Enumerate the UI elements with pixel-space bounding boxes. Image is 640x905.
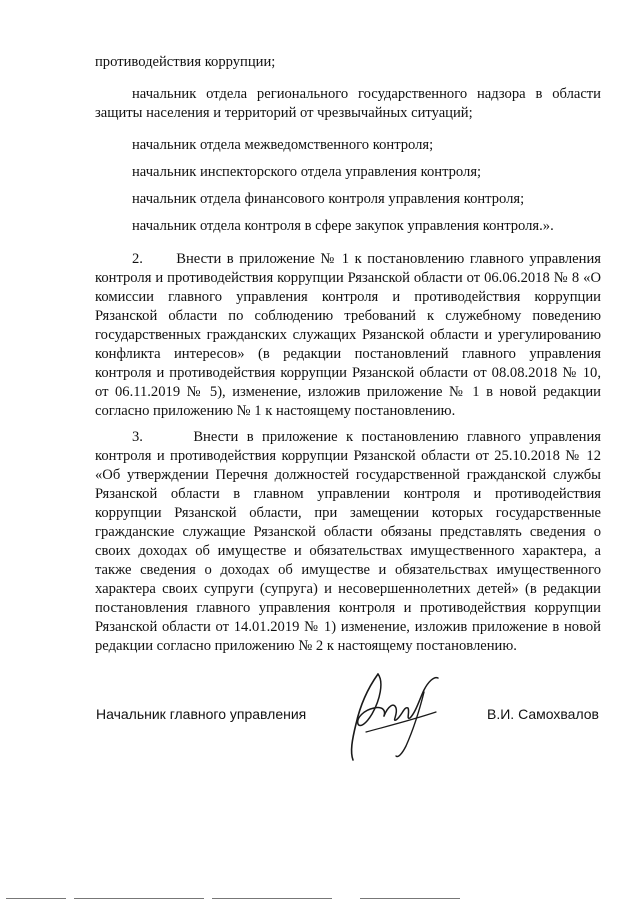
paragraph-3: 3. Внести в приложение к постановлению главного управления контроля и противодействия коррупции Рязанской области от 25.10.2018 № 12 «Об утверждении Перечня должностей государственной гражданской службы Рязанской области в главном управлении контроля и противодействия коррупции Рязанской области, при замещении которых государственные гражданские служащие Рязанской области обязаны представлять сведения о своих доходах об имуществе и обязательствах имущественного характера, а также сведения о доходах об имуществе и обязательствах имущественного характера своих супруги (супруга) и несовершеннолетних детей» (в редакции постановления главного управления контроля и противодействия коррупции Рязанской области от 14.01.2019 № 1) изменение, изложив приложение в новой редакции согласно приложению № 2 к настоящему постановлению. bbox=[95, 429, 601, 654]
paragraph-2: 2. Внести в приложение № 1 к постановлению главного управления контроля и противодействия коррупции Рязанской области от 06.06.2018 № 8 «О комиссии главного управления контроля и противодействия коррупции Рязанской области по соблюдению требований к служебному поведению государственных гражданских служащих Рязанской области и урегулированию конфликта интересов» (в редакции постановлений главного управления контроля и противодействия коррупции Рязанской области от 08.08.2018 № 10, от 06.11.2019 № 5), изменение, изложив приложение № 1 в новой редакции согласно приложению № 1 к настоящему постановлению. bbox=[95, 251, 601, 419]
footer-rule-middle bbox=[74, 898, 204, 899]
list-item-inspection: начальник инспекторского отдела управления контроля; bbox=[132, 164, 482, 180]
signatory-position: Начальник главного управления bbox=[96, 706, 307, 722]
list-item-interdepartmental: начальник отдела межведомственного контроля; bbox=[132, 137, 434, 153]
text-continuation: противодействия коррупции; bbox=[95, 54, 276, 70]
handwritten-signature bbox=[338, 668, 453, 763]
list-item-regional-oversight: начальник отдела регионального государственного надзора в области защиты населения и территорий от чрезвычайных ситуаций; bbox=[95, 86, 601, 121]
list-item-financial: начальник отдела финансового контроля управления контроля; bbox=[132, 191, 525, 207]
footer-rule-center bbox=[212, 898, 332, 899]
list-item-procurement: начальник отдела контроля в сфере закупок управления контроля.». bbox=[132, 218, 554, 234]
footer-rule-right bbox=[360, 898, 460, 899]
signatory-name: В.И. Самохвалов bbox=[487, 706, 599, 722]
footer-rule-left bbox=[6, 898, 66, 899]
